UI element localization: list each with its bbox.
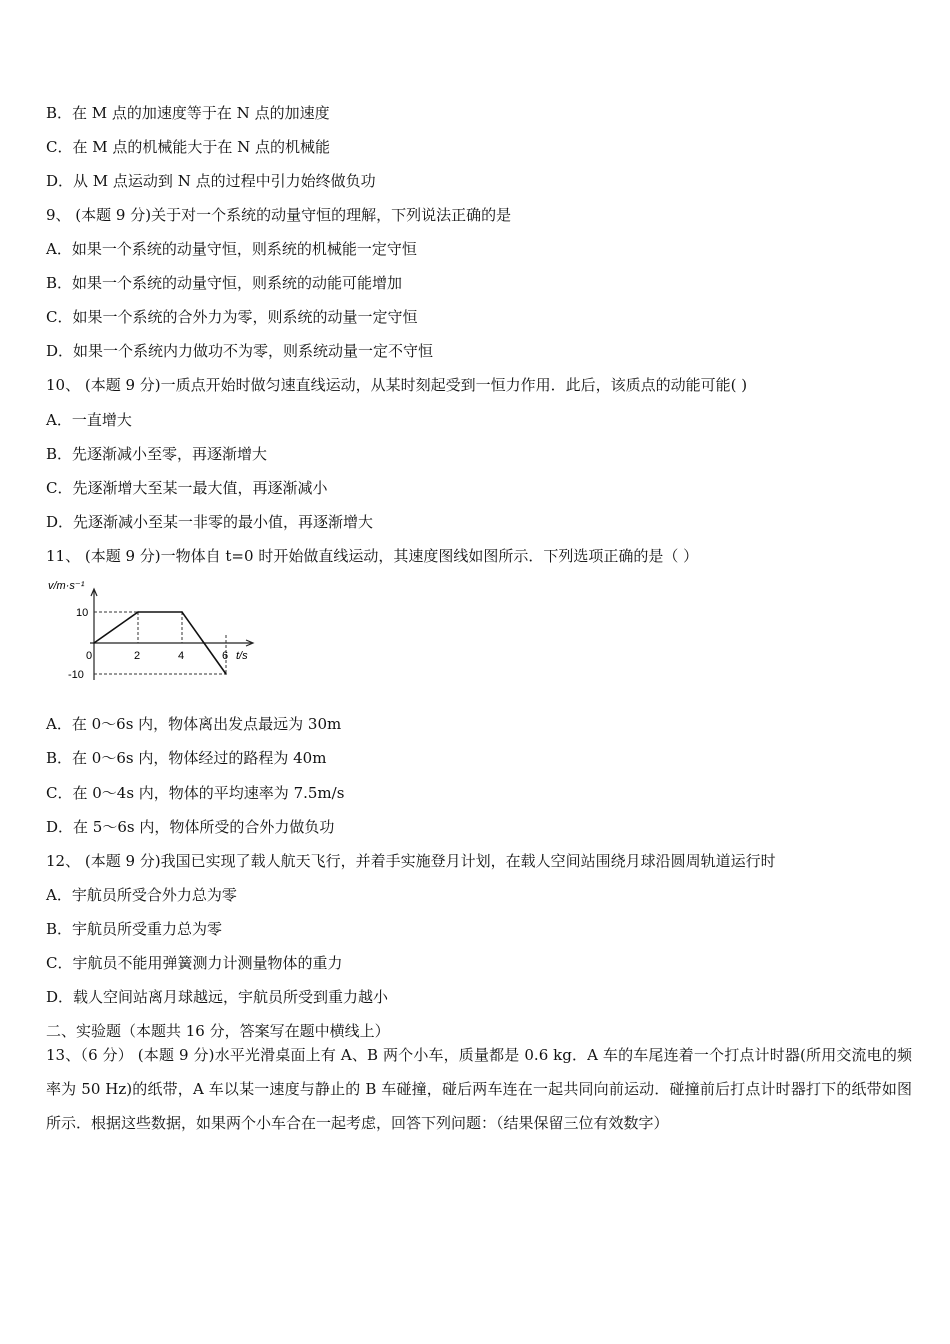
- velocity-point-1: [137, 611, 139, 613]
- x-axis-label: t/s: [236, 650, 248, 662]
- q11-option-d: D．在 5～6s 内，物体所受的合外力做负功: [46, 818, 335, 836]
- q10-option-b: B．先逐渐减小至零，再逐渐增大: [46, 445, 268, 463]
- q11-option-c: C．在 0～4s 内，物体的平均速率为 7.5m/s: [46, 784, 345, 802]
- q9-option-a: A．如果一个系统的动量守恒，则系统的机械能一定守恒: [46, 240, 417, 258]
- q10-option-c: C．先逐渐增大至某一最大值，再逐渐减小: [46, 479, 328, 497]
- q10-stem: 10、 (本题 9 分)一质点开始时做匀速直线运动，从某时刻起受到一恒力作用．此后，该质点的动能可能( ): [46, 376, 748, 394]
- x-tick-label-6: 6: [222, 650, 229, 662]
- section-experiment-heading: 二、实验题（本题共 16 分，答案写在题中横线上）: [46, 1022, 390, 1040]
- q11-stem: 11、 (本题 9 分)一物体自 t=0 时开始做直线运动，其速度图线如图所示．下列选项正确的是（ ）: [46, 547, 699, 565]
- y-tick-label-10: 10: [76, 607, 89, 619]
- q12-stem: 12、 (本题 9 分)我国已实现了载人航天飞行，并着手实施登月计划，在载人空间站围绕月球沿圆周轨道运行时: [46, 852, 776, 870]
- q12-option-a: A．宇航员所受合外力总为零: [46, 886, 237, 904]
- q12-option-c: C．宇航员不能用弹簧测力计测量物体的重力: [46, 954, 343, 972]
- q8-option-b: B．在 M 点的加速度等于在 N 点的加速度: [46, 104, 330, 122]
- q13-stem: 13、（6 分） (本题 9 分)水平光滑桌面上有 A、B 两个小车，质量都是 0.6 kg．A 车的车尾连着一个打点计时器(所用交流电的频率为 50 Hz)的纸带，A 车以某一速度与静止的 B 车碰撞，碰后两车连在一起共同向前运动．碰撞前后打点计时器打下的纸带如图所示．根据这些数据，如果两个小车合在一起考虑，回答下列问题：（结果保留三位有效数字）: [46, 1046, 912, 1132]
- q8-option-c: C．在 M 点的机械能大于在 N 点的机械能: [46, 138, 331, 156]
- q10-option-d: D．先逐渐减小至某一非零的最小值，再逐渐增大: [46, 513, 374, 531]
- x-tick-label-4: 4: [178, 650, 185, 662]
- q11-option-b: B．在 0～6s 内，物体经过的路程为 40m: [46, 749, 327, 767]
- velocity-point-2: [181, 611, 183, 613]
- q11-option-a: A．在 0～6s 内，物体离出发点最远为 30m: [46, 715, 342, 733]
- velocity-time-svg: [46, 575, 276, 690]
- y-axis-label: v/m·s⁻¹: [48, 580, 85, 592]
- q9-option-d: D．如果一个系统内力做功不为零，则系统动量一定不守恒: [46, 342, 434, 360]
- velocity-point-3: [203, 642, 205, 644]
- q12-option-d: D．载人空间站离月球越远，宇航员所受到重力越小: [46, 988, 389, 1006]
- q9-option-b: B．如果一个系统的动量守恒，则系统的动能可能增加: [46, 274, 403, 292]
- x-tick-label-2: 2: [134, 650, 141, 662]
- velocity-point-0: [93, 642, 95, 644]
- q12-option-b: B．宇航员所受重力总为零: [46, 920, 223, 938]
- q8-option-d: D．从 M 点运动到 N 点的过程中引力始终做负功: [46, 172, 376, 190]
- q10-option-a: A．一直增大: [46, 411, 132, 429]
- velocity-time-graph: [46, 575, 276, 690]
- y-tick-label-neg10: -10: [68, 669, 84, 681]
- q9-option-c: C．如果一个系统的合外力为零，则系统的动量一定守恒: [46, 308, 418, 326]
- q9-stem: 9、 (本题 9 分)关于对一个系统的动量守恒的理解，下列说法正确的是: [46, 206, 512, 224]
- velocity-point-4: [225, 673, 227, 675]
- x-tick-label-0: 0: [86, 650, 93, 662]
